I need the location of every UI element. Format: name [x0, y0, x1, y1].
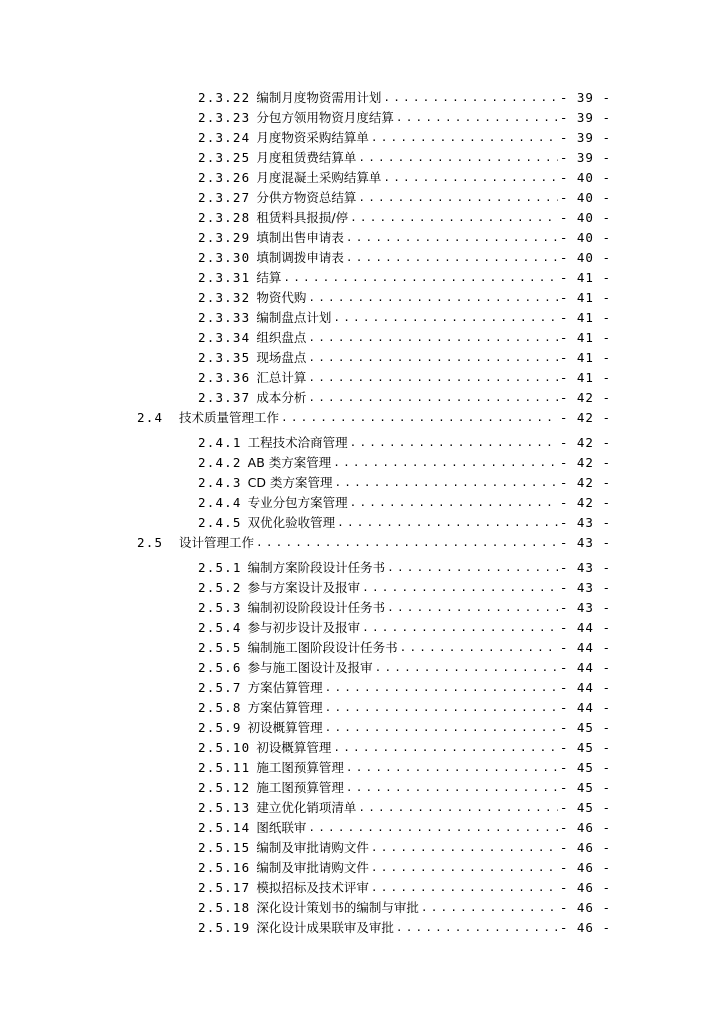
toc-entry-page-number: - 42 - — [559, 410, 611, 425]
dot-leader — [400, 638, 558, 658]
toc-entry-number: 2.5.9 — [198, 720, 242, 735]
dot-leader — [308, 348, 557, 368]
toc-entry-page-number: - 40 - — [559, 250, 611, 265]
toc-entry-title: 工程技术洽商管理 — [247, 435, 348, 450]
toc-entry-number: 2.5.10 — [198, 740, 251, 755]
toc-entry-page-number: - 41 - — [559, 350, 611, 365]
toc-entry[interactable] — [0, 638, 611, 658]
toc-entry-page-number: - 42 - — [559, 495, 611, 510]
toc-entry-number: 2.5.19 — [198, 920, 251, 935]
toc-entry-page-number: - 39 - — [559, 90, 611, 105]
dot-leader — [371, 878, 558, 898]
toc-entry-page-number: - 41 - — [559, 270, 611, 285]
toc-entry[interactable] — [0, 228, 611, 248]
toc-entry[interactable] — [0, 433, 611, 453]
toc-entry-number: 2.3.31 — [198, 270, 251, 285]
toc-entry-page-number: - 42 - — [559, 435, 611, 450]
toc-entry-title: 方案估算管理 — [247, 700, 323, 715]
toc-entry[interactable] — [0, 598, 611, 618]
toc-entry-number: 2.3.33 — [198, 310, 251, 325]
toc-entry-number: 2.5.14 — [198, 820, 251, 835]
dot-leader — [325, 718, 558, 738]
toc-entry[interactable] — [0, 128, 611, 148]
dot-leader — [358, 188, 557, 208]
toc-entry-number: 2.3.29 — [198, 230, 251, 245]
toc-entry-number: 2.3.22 — [198, 90, 251, 105]
toc-entry[interactable] — [0, 248, 611, 268]
toc-entry-number: 2.5.3 — [198, 600, 242, 615]
toc-entry-title: 分包方领用物资月度结算 — [256, 110, 394, 125]
toc-section-entry[interactable] — [0, 533, 611, 553]
toc-entry[interactable] — [0, 838, 611, 858]
toc-entry-title: 参与初步设计及报审 — [247, 620, 361, 635]
toc-entry-page-number: - 39 - — [559, 150, 611, 165]
toc-entry-number: 2.5.15 — [198, 840, 251, 855]
toc-entry[interactable] — [0, 148, 611, 168]
toc-entry-page-number: - 46 - — [559, 820, 611, 835]
toc-entry-page-number: - 45 - — [559, 760, 611, 775]
toc-entry-page-number: - 40 - — [559, 170, 611, 185]
dot-leader — [387, 598, 558, 618]
toc-entry-page-number: - 46 - — [559, 860, 611, 875]
toc-entry[interactable] — [0, 898, 611, 918]
toc-entry-page-number: - 44 - — [559, 700, 611, 715]
toc-entry-page-number: - 41 - — [559, 290, 611, 305]
toc-entry-title: 编制初设阶段设计任务书 — [247, 600, 386, 615]
toc-entry-page-number: - 45 - — [559, 780, 611, 795]
toc-entry-number: 2.5.12 — [198, 780, 251, 795]
dot-leader — [256, 533, 558, 553]
dot-leader — [334, 473, 557, 493]
toc-entry[interactable] — [0, 368, 611, 388]
toc-entry[interactable] — [0, 738, 611, 758]
toc-entry-page-number: - 46 - — [559, 900, 611, 915]
toc-entry[interactable] — [0, 308, 611, 328]
toc-entry-title: 技术质量管理工作 — [179, 410, 280, 425]
toc-entry-number: 2.5 — [137, 535, 164, 550]
toc-entry-page-number: - 42 - — [559, 455, 611, 470]
toc-entry-title: 编制施工图阶段设计任务书 — [247, 640, 398, 655]
toc-entry[interactable] — [0, 108, 611, 128]
toc-entry-number: 2.5.11 — [198, 760, 251, 775]
toc-entry[interactable] — [0, 208, 611, 228]
toc-entry-page-number: - 43 - — [559, 515, 611, 530]
toc-entry-page-number: - 44 - — [559, 640, 611, 655]
toc-entry-number: 2.4.4 — [198, 495, 242, 510]
dot-leader — [325, 678, 558, 698]
toc-entry-page-number: - 40 - — [559, 190, 611, 205]
toc-entry-number: 2.4.5 — [198, 515, 242, 530]
toc-entry[interactable] — [0, 698, 611, 718]
dot-leader — [346, 778, 558, 798]
dot-leader — [308, 328, 557, 348]
dot-leader — [396, 918, 558, 938]
toc-entry[interactable] — [0, 188, 611, 208]
toc-entry-title: 月度租赁费结算单 — [256, 150, 357, 165]
dot-leader — [396, 108, 558, 128]
toc-entry-title: 深化设计成果联审及审批 — [256, 920, 394, 935]
toc-entry-page-number: - 40 - — [559, 210, 611, 225]
toc-entry-title: 物资代购 — [256, 290, 307, 305]
dot-leader — [350, 433, 558, 453]
dot-leader — [383, 88, 557, 108]
toc-entry-title: 模拟招标及技术评审 — [256, 880, 369, 895]
toc-entry-title: AB 类方案管理 — [247, 455, 332, 470]
toc-entry-page-number: - 46 - — [559, 920, 611, 935]
toc-entry[interactable] — [0, 918, 611, 938]
toc-entry-number: 2.5.2 — [198, 580, 242, 595]
toc-entry-number: 2.3.34 — [198, 330, 251, 345]
toc-entry-page-number: - 45 - — [559, 800, 611, 815]
toc-entry-title: 施工图预算管理 — [256, 780, 344, 795]
toc-entry-number: 2.4.2 — [198, 455, 242, 470]
toc-entry-title: 专业分包方案管理 — [247, 495, 348, 510]
toc-entry[interactable] — [0, 328, 611, 348]
toc-entry-title: 编制方案阶段设计任务书 — [247, 560, 386, 575]
toc-entry-title: 编制及审批请购文件 — [256, 860, 369, 875]
toc-entry-title: 参与施工图设计及报审 — [247, 660, 373, 675]
toc-entry-number: 2.3.35 — [198, 350, 251, 365]
toc-entry-title: 成本分析 — [256, 390, 307, 405]
toc-entry-number: 2.3.27 — [198, 190, 251, 205]
toc-entry[interactable] — [0, 798, 611, 818]
toc-entry-page-number: - 42 - — [559, 390, 611, 405]
toc-entry-number: 2.3.26 — [198, 170, 251, 185]
toc-entry-title: 租赁料具报损/停 — [256, 210, 349, 225]
toc-entry-number: 2.5.4 — [198, 620, 242, 635]
toc-entry-page-number: - 43 - — [559, 580, 611, 595]
toc-entry[interactable] — [0, 618, 611, 638]
toc-entry-title: 月度混凝土采购结算单 — [256, 170, 382, 185]
dot-leader — [333, 453, 558, 473]
table-of-contents — [0, 88, 724, 938]
toc-entry[interactable] — [0, 858, 611, 878]
dot-leader — [350, 208, 558, 228]
toc-entry[interactable] — [0, 453, 611, 473]
dot-leader — [308, 388, 557, 408]
toc-entry-number: 2.3.37 — [198, 390, 251, 405]
dot-leader — [308, 818, 557, 838]
toc-entry[interactable] — [0, 818, 611, 838]
toc-entry[interactable] — [0, 388, 611, 408]
toc-entry-page-number: - 41 - — [559, 310, 611, 325]
toc-entry-page-number: - 44 - — [559, 620, 611, 635]
toc-entry-number: 2.3.23 — [198, 110, 251, 125]
dot-leader — [333, 308, 557, 328]
dot-leader — [337, 513, 558, 533]
toc-entry-number: 2.3.32 — [198, 290, 251, 305]
toc-entry-number: 2.5.6 — [198, 660, 242, 675]
toc-entry-page-number: - 41 - — [559, 330, 611, 345]
toc-entry[interactable] — [0, 268, 611, 288]
toc-entry-number: 2.4.3 — [198, 475, 242, 490]
toc-entry[interactable] — [0, 878, 611, 898]
toc-entry-title: CD 类方案管理 — [247, 475, 333, 490]
toc-entry[interactable] — [0, 513, 611, 533]
dot-leader — [358, 798, 557, 818]
toc-entry-title: 方案估算管理 — [247, 680, 323, 695]
toc-entry-title: 建立优化销项清单 — [256, 800, 357, 815]
toc-section-entry[interactable] — [0, 408, 611, 428]
toc-entry-number: 2.5.18 — [198, 900, 251, 915]
toc-entry[interactable] — [0, 88, 611, 108]
dot-leader — [362, 618, 558, 638]
dot-leader — [371, 858, 558, 878]
toc-entry-page-number: - 45 - — [559, 740, 611, 755]
toc-entry-title: 编制月度物资需用计划 — [256, 90, 382, 105]
toc-entry[interactable] — [0, 473, 611, 493]
toc-entry-number: 2.5.16 — [198, 860, 251, 875]
toc-entry-title: 填制出售申请表 — [256, 230, 344, 245]
toc-entry-number: 2.4.1 — [198, 435, 242, 450]
toc-entry-title: 图纸联审 — [256, 820, 307, 835]
dot-leader — [383, 168, 557, 188]
toc-entry[interactable] — [0, 678, 611, 698]
toc-entry-page-number: - 46 - — [559, 840, 611, 855]
toc-entry[interactable] — [0, 558, 611, 578]
toc-entry[interactable] — [0, 778, 611, 798]
toc-entry-number: 2.4 — [137, 410, 164, 425]
toc-entry-title: 参与方案设计及报审 — [247, 580, 361, 595]
toc-entry-number: 2.5.7 — [198, 680, 242, 695]
toc-entry-title: 月度物资采购结算单 — [256, 130, 369, 145]
toc-entry-number: 2.5.1 — [198, 560, 242, 575]
toc-entry-title: 结算 — [256, 270, 282, 285]
toc-entry-number: 2.3.28 — [198, 210, 251, 225]
dot-leader — [421, 898, 558, 918]
dot-leader — [362, 578, 558, 598]
dot-leader — [371, 128, 558, 148]
toc-entry-title: 施工图预算管理 — [256, 760, 344, 775]
toc-entry-page-number: - 41 - — [559, 370, 611, 385]
toc-entry-page-number: - 44 - — [559, 660, 611, 675]
dot-leader — [308, 368, 557, 388]
toc-entry-number: 2.5.5 — [198, 640, 242, 655]
toc-entry-number: 2.5.13 — [198, 800, 251, 815]
toc-entry-number: 2.5.8 — [198, 700, 242, 715]
toc-entry-title: 初设概算管理 — [247, 720, 323, 735]
toc-entry[interactable] — [0, 348, 611, 368]
toc-entry[interactable] — [0, 493, 611, 513]
dot-leader — [387, 558, 558, 578]
toc-entry-page-number: - 43 - — [559, 560, 611, 575]
toc-entry-number: 2.5.17 — [198, 880, 251, 895]
toc-entry-title: 初设概算管理 — [256, 740, 332, 755]
toc-entry[interactable] — [0, 578, 611, 598]
toc-entry-title: 设计管理工作 — [179, 535, 255, 550]
toc-entry-title: 编制盘点计划 — [256, 310, 332, 325]
toc-entry-title: 汇总计算 — [256, 370, 307, 385]
toc-entry-number: 2.3.25 — [198, 150, 251, 165]
toc-entry-title: 组织盘点 — [256, 330, 307, 345]
toc-entry-title: 深化设计策划书的编制与审批 — [256, 900, 419, 915]
toc-entry-number: 2.3.24 — [198, 130, 251, 145]
dot-leader — [283, 268, 557, 288]
toc-entry[interactable] — [0, 658, 611, 678]
toc-entry-page-number: - 42 - — [559, 475, 611, 490]
dot-leader — [358, 148, 557, 168]
toc-entry-title: 现场盘点 — [256, 350, 307, 365]
toc-entry[interactable] — [0, 288, 611, 308]
dot-leader — [308, 288, 557, 308]
dot-leader — [346, 248, 558, 268]
toc-entry-title: 双优化验收管理 — [247, 515, 336, 530]
toc-entry-page-number: - 46 - — [559, 880, 611, 895]
dot-leader — [375, 658, 558, 678]
toc-entry-title: 填制调拨申请表 — [256, 250, 344, 265]
toc-entry-number: 2.3.30 — [198, 250, 251, 265]
dot-leader — [346, 758, 558, 778]
dot-leader — [325, 698, 558, 718]
toc-entry-page-number: - 44 - — [559, 680, 611, 695]
dot-leader — [281, 408, 558, 428]
toc-entry-page-number: - 43 - — [559, 535, 611, 550]
toc-entry-page-number: - 43 - — [559, 600, 611, 615]
dot-leader — [371, 838, 558, 858]
toc-entry-page-number: - 45 - — [559, 720, 611, 735]
toc-entry[interactable] — [0, 168, 611, 188]
dot-leader — [350, 493, 558, 513]
toc-entry-title: 分供方物资总结算 — [256, 190, 357, 205]
toc-entry[interactable] — [0, 718, 611, 738]
toc-entry-page-number: - 40 - — [559, 230, 611, 245]
toc-entry-number: 2.3.36 — [198, 370, 251, 385]
dot-leader — [346, 228, 558, 248]
toc-entry-page-number: - 39 - — [559, 130, 611, 145]
toc-entry-title: 编制及审批请购文件 — [256, 840, 369, 855]
toc-entry[interactable] — [0, 758, 611, 778]
toc-entry-page-number: - 39 - — [559, 110, 611, 125]
dot-leader — [333, 738, 557, 758]
